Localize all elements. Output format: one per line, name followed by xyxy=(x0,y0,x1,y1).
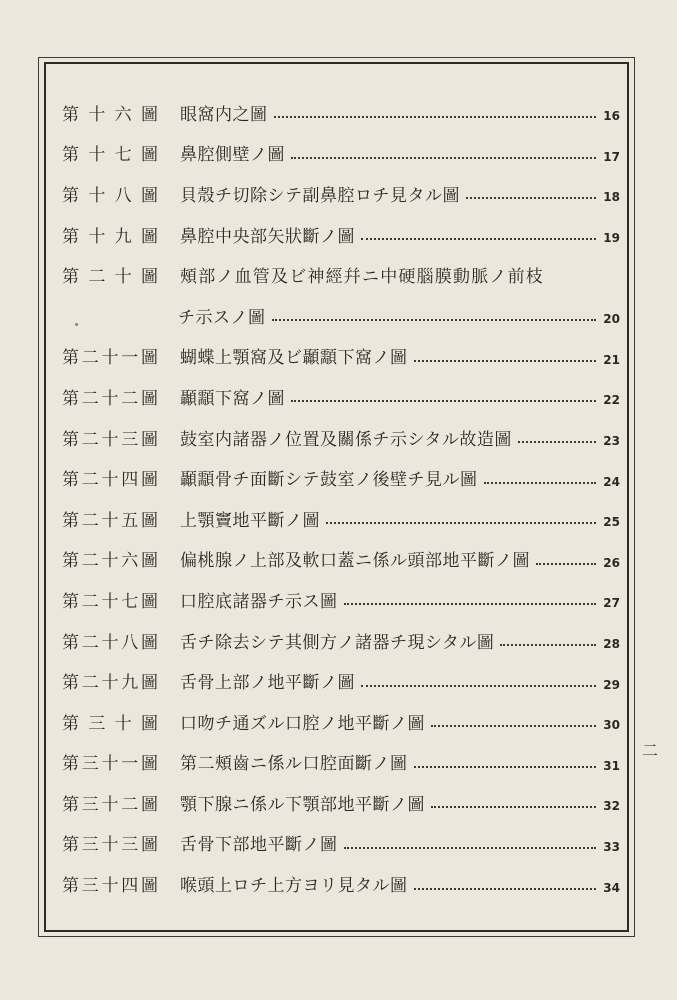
dot-leader xyxy=(414,764,597,768)
figure-title: 鼓室内諸器ノ位置及關係チ示シタル故造圖 xyxy=(180,429,512,450)
stray-dot xyxy=(75,323,78,326)
figure-title-continuation: チ示スノ圖 xyxy=(178,307,266,328)
toc-entry xyxy=(60,92,620,133)
figure-number: 第十七圖 xyxy=(62,145,158,166)
dot-leader xyxy=(518,439,596,443)
figure-title: 口吻チ通ズル口腔ノ地平斷ノ圖 xyxy=(180,713,425,734)
dot-leader xyxy=(500,642,596,646)
table-of-contents xyxy=(60,92,620,904)
dot-leader xyxy=(536,561,596,565)
figure-title: 顎下腺ニ係ル下顎部地平斷ノ圖 xyxy=(180,794,425,815)
page-number: 25 xyxy=(603,515,620,530)
figure-title: 舌骨上部ノ地平斷ノ圖 xyxy=(180,673,355,694)
figure-number: 第三十一圖 xyxy=(62,754,158,775)
toc-entry xyxy=(60,539,620,580)
figure-number: 第三十三圖 xyxy=(62,835,158,856)
toc-entry xyxy=(60,336,620,377)
toc-entry xyxy=(60,254,620,295)
dot-leader xyxy=(272,317,597,321)
page-number: 20 xyxy=(603,312,620,327)
figure-number: 第二十五圖 xyxy=(62,510,158,531)
toc-entry-continuation xyxy=(60,295,620,336)
dot-leader xyxy=(291,155,596,159)
toc-entry xyxy=(60,742,620,783)
toc-entry xyxy=(60,863,620,904)
figure-number: 第三十四圖 xyxy=(62,876,158,897)
page-number: 32 xyxy=(603,799,620,814)
dot-leader xyxy=(414,886,597,890)
dot-leader xyxy=(431,723,596,727)
dot-leader xyxy=(414,358,597,362)
page-number: 26 xyxy=(603,555,620,570)
page-number: 34 xyxy=(603,880,620,895)
figure-title: 鼻腔側壁ノ圖 xyxy=(180,145,285,166)
page-number: 30 xyxy=(603,718,620,733)
dot-leader xyxy=(361,236,596,240)
toc-entry xyxy=(60,376,620,417)
page-number: 24 xyxy=(603,474,620,489)
page-number: 23 xyxy=(603,434,620,449)
figure-number: 第二十二圖 xyxy=(62,388,158,409)
dot-leader xyxy=(484,480,597,484)
dot-leader xyxy=(344,601,597,605)
toc-entry xyxy=(60,417,620,458)
figure-title: 貝殼チ切除シテ副鼻腔ロチ見タル圖 xyxy=(180,185,460,206)
toc-entry xyxy=(60,498,620,539)
page-number: 31 xyxy=(603,758,620,773)
page-number: 22 xyxy=(603,393,620,408)
figure-number: 第三十圖 xyxy=(62,713,158,734)
figure-number: 第二十圖 xyxy=(62,267,158,288)
figure-number: 第二十三圖 xyxy=(62,429,158,450)
dot-leader xyxy=(326,520,596,524)
figure-title: 顳顬下窩ノ圖 xyxy=(180,388,285,409)
toc-entry xyxy=(60,457,620,498)
page-number: 18 xyxy=(603,190,620,205)
figure-number: 第二十一圖 xyxy=(62,348,158,369)
dot-leader xyxy=(344,845,597,849)
toc-entry xyxy=(60,173,620,214)
toc-entry xyxy=(60,782,620,823)
toc-entry xyxy=(60,660,620,701)
page-number: 16 xyxy=(603,109,620,124)
figure-title: 頰部ノ血管及ビ神經幷ニ中硬腦膜動脈ノ前枝 xyxy=(180,267,544,288)
dot-leader xyxy=(361,683,596,687)
page-number-side: 二 xyxy=(642,741,659,760)
page-number: 19 xyxy=(603,231,620,246)
toc-entry xyxy=(60,620,620,661)
figure-title: 第二頰齒ニ係ル口腔面斷ノ圖 xyxy=(180,754,408,775)
page-number: 27 xyxy=(603,596,620,611)
figure-number: 第十九圖 xyxy=(62,226,158,247)
figure-number: 第三十二圖 xyxy=(62,794,158,815)
figure-number: 第二十八圖 xyxy=(62,632,158,653)
figure-number: 第二十四圖 xyxy=(62,470,158,491)
figure-number: 第十六圖 xyxy=(62,104,158,125)
dot-leader xyxy=(274,114,597,118)
toc-entry xyxy=(60,579,620,620)
figure-number: 第二十七圖 xyxy=(62,591,158,612)
figure-title: 上顎竇地平斷ノ圖 xyxy=(180,510,320,531)
page-number: 21 xyxy=(603,352,620,367)
figure-title: 偏桃腺ノ上部及軟口蓋ニ係ル頭部地平斷ノ圖 xyxy=(180,551,530,572)
page-number: 33 xyxy=(603,839,620,854)
figure-title: 口腔底諸器チ示ス圖 xyxy=(180,591,338,612)
figure-title: 鼻腔中央部矢狀斷ノ圖 xyxy=(180,226,355,247)
figure-number: 第二十六圖 xyxy=(62,551,158,572)
figure-title: 蝴蝶上顎窩及ビ顳顬下窩ノ圖 xyxy=(180,348,408,369)
figure-title: 舌骨下部地平斷ノ圖 xyxy=(180,835,338,856)
figure-title: 喉頭上ロチ上方ヨリ見タル圖 xyxy=(180,876,408,897)
toc-entry xyxy=(60,701,620,742)
figure-number: 第二十九圖 xyxy=(62,673,158,694)
figure-title: 眼窩内之圖 xyxy=(180,104,268,125)
dot-leader xyxy=(291,398,596,402)
toc-entry xyxy=(60,133,620,174)
page-number: 28 xyxy=(603,637,620,652)
dot-leader xyxy=(466,195,596,199)
page-number: 17 xyxy=(603,149,620,164)
page-number: 29 xyxy=(603,677,620,692)
figure-number: 第十八圖 xyxy=(62,185,158,206)
figure-title: 顳顬骨チ面斷シテ鼓室ノ後壁チ見ル圖 xyxy=(180,470,478,491)
toc-entry xyxy=(60,823,620,864)
dot-leader xyxy=(431,804,596,808)
toc-entry xyxy=(60,214,620,255)
figure-title: 舌チ除去シテ其側方ノ諸器チ現シタル圖 xyxy=(180,632,495,653)
